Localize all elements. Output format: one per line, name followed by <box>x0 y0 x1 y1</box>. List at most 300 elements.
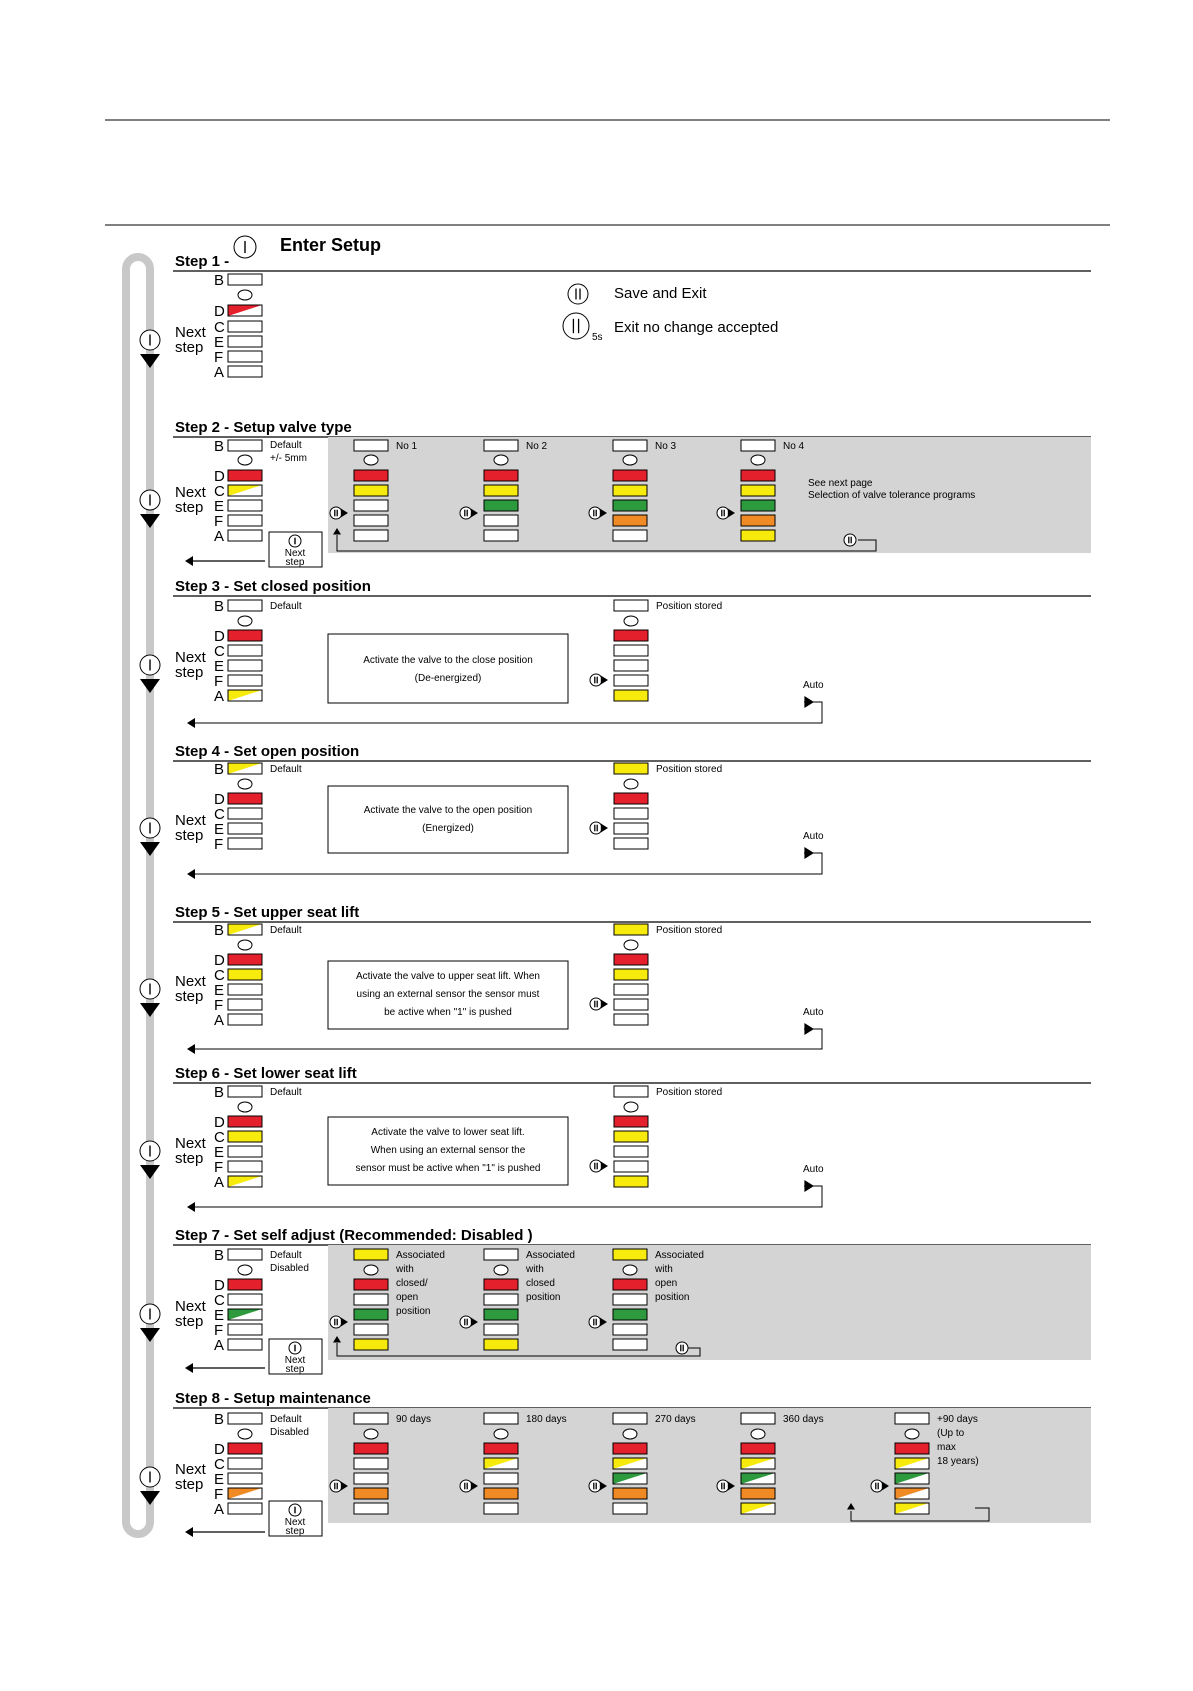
step-7-default-note-0: Default <box>270 1250 302 1261</box>
step-6-default-led-f <box>228 1161 262 1172</box>
step-5-stored-led-a <box>614 1014 648 1025</box>
led-fill <box>613 440 647 451</box>
led-fill <box>354 1488 388 1499</box>
step-1-default-led-f <box>228 351 262 362</box>
led-fill <box>354 1294 388 1305</box>
led-fill <box>614 660 648 671</box>
step-8-option-led-a <box>354 1503 388 1514</box>
step-4-instruction-0: Activate the valve to the open position <box>363 805 533 816</box>
step-3-stored-led-ring <box>624 616 638 626</box>
step-5-default-note-0: Default <box>270 925 302 936</box>
step-7-default-led-c <box>228 1294 262 1305</box>
led-fill <box>741 470 775 481</box>
led-fill <box>614 600 648 611</box>
step-7-default-led-f <box>228 1324 262 1335</box>
step-8-option-led-e <box>484 1473 518 1484</box>
led-fill <box>613 1309 647 1320</box>
step-8-option-label-0: 270 days <box>655 1414 696 1425</box>
step-8-default-note-1: Disabled <box>270 1427 309 1438</box>
led-fill <box>228 660 262 671</box>
step-8-option-led-b <box>484 1413 518 1424</box>
button-two-press-icon <box>717 1480 729 1492</box>
led-fill <box>614 954 648 965</box>
button-two-press-icon <box>460 507 472 519</box>
step-7-option-label-3: position <box>526 1292 561 1303</box>
step-7-option-label-1: with <box>396 1264 414 1275</box>
led-fill <box>613 530 647 541</box>
step-4-stored-led-d <box>614 793 648 804</box>
step-2-option-led-a <box>741 530 775 541</box>
button-two-press-icon <box>590 1160 602 1172</box>
step-7-default-letter-b: B <box>214 1247 225 1264</box>
step-5-instruction-0: Activate the valve to upper seat lift. When <box>356 971 540 982</box>
step-8-default-led-ring <box>238 1429 252 1439</box>
step-7-option-led-d <box>613 1279 647 1290</box>
next-step-label-1: Next <box>175 1298 206 1315</box>
led-fill <box>613 1294 647 1305</box>
led-fill <box>228 515 262 526</box>
step-7-option-led-d <box>354 1279 388 1290</box>
step-5-instruction-2: be active when "1" is pushed <box>384 1007 512 1018</box>
step-5-default-letter-a: A <box>214 1012 225 1029</box>
step-8-option-led-ring <box>751 1429 765 1439</box>
button-two-press-icon <box>589 1480 601 1492</box>
step-1-default-led-d <box>228 305 262 316</box>
led-fill <box>614 645 648 656</box>
button-two-press-icon <box>717 507 729 519</box>
led-fill <box>614 630 648 641</box>
step-5-default-letter-c: C <box>214 967 225 984</box>
step-8-option-label-3: 18 years) <box>937 1456 979 1467</box>
step-4-default-led-ring <box>238 779 252 789</box>
step-4-default-led-f <box>228 838 262 849</box>
led-fill <box>613 470 647 481</box>
step-8-option-led-d <box>895 1443 929 1454</box>
step-8-option-led-f <box>613 1488 647 1499</box>
led-fill <box>484 470 518 481</box>
step-3-stored-led-c <box>614 645 648 656</box>
step-5-return-line <box>190 1029 822 1049</box>
step-2-option-label: No 2 <box>526 441 548 452</box>
step-7-option-label-0: Associated <box>396 1250 445 1261</box>
step-7-option-led-a <box>613 1339 647 1350</box>
step-5-default-led-d <box>228 954 262 965</box>
led-fill <box>741 1443 775 1454</box>
step-2-default-led-f <box>228 515 262 526</box>
step-3-stored-led-f <box>614 675 648 686</box>
step-7-option-label-3: open <box>396 1292 419 1303</box>
step-2-option-led-b <box>613 440 647 451</box>
step-7-option-panel <box>328 1245 1091 1360</box>
step-6-default-letter-d: D <box>214 1114 225 1131</box>
led-fill <box>228 675 262 686</box>
led-fill <box>614 1131 648 1142</box>
step-5-return-arrowhead <box>187 1044 195 1054</box>
step-4-stored-led-b <box>614 763 648 774</box>
step-8-default-letter-a: A <box>214 1501 225 1518</box>
step-2-default-led-b <box>228 440 262 451</box>
led-fill <box>895 1413 929 1424</box>
next-step-label-2: step <box>175 827 204 844</box>
step-6-default-led-b <box>228 1086 262 1097</box>
save-exit-icon <box>568 284 588 304</box>
led-fill <box>228 1086 262 1097</box>
step-2-option-led-b <box>354 440 388 451</box>
step-6-title: Step 6 - Set lower seat lift <box>175 1065 357 1082</box>
step-6-return-line <box>190 1186 822 1207</box>
step-2-default-letter-e: E <box>214 498 225 515</box>
step-5-default-letter-f: F <box>214 997 224 1014</box>
step-7-option-led-f <box>484 1324 518 1335</box>
step-8-option-led-c <box>895 1458 929 1469</box>
step-7-option-label-2: closed <box>526 1278 555 1289</box>
step-8-option-label-0: +90 days <box>937 1414 978 1425</box>
next-step-label-2: step <box>175 1313 204 1330</box>
step-5-default-led-c <box>228 969 262 980</box>
step-5-stored-label: Position stored <box>656 925 723 936</box>
step-1-default-letter-e: E <box>214 334 225 351</box>
press-arrowhead <box>601 1000 608 1009</box>
led-fill <box>614 838 648 849</box>
step-8-default-led-c <box>228 1458 262 1469</box>
step-8-option-led-f <box>895 1488 929 1499</box>
step-2-note-1: See next page <box>808 478 873 489</box>
step-6-default-note-0: Default <box>270 1087 302 1098</box>
led-fill <box>354 1279 388 1290</box>
led-fill <box>741 1488 775 1499</box>
step-2-option-led-b <box>484 440 518 451</box>
led-fill <box>228 1161 262 1172</box>
step-7-option-led-e <box>484 1309 518 1320</box>
step-6-return-arrowhead <box>187 1202 195 1212</box>
led-fill <box>614 675 648 686</box>
led-fill <box>228 823 262 834</box>
step-8-option-label-1: (Up to <box>937 1428 965 1439</box>
step-4-instruction-box <box>328 786 568 853</box>
step-6-auto-label: Auto <box>803 1164 824 1175</box>
step-8-option-label-0: 360 days <box>783 1414 824 1425</box>
button-two-press-icon <box>330 507 342 519</box>
step-1-default-letter-a: A <box>214 364 225 381</box>
step-8-default-led-e <box>228 1473 262 1484</box>
step-7-default-led-a <box>228 1339 262 1350</box>
step-4-default-led-c <box>228 808 262 819</box>
step-7-default-led-d <box>228 1279 262 1290</box>
led-fill <box>613 1279 647 1290</box>
step-2-option-led-c <box>484 485 518 496</box>
step-2-option-led-a <box>613 530 647 541</box>
step-8-option-led-f <box>741 1488 775 1499</box>
step-8-default-letter-c: C <box>214 1456 225 1473</box>
step-6-stored-led-c <box>614 1131 648 1142</box>
step-2-option-led-c <box>354 485 388 496</box>
button-two-press-icon <box>590 674 602 686</box>
exit-no-change-icon <box>563 313 589 339</box>
next-step-label-2: step <box>175 339 204 356</box>
step-2-option-label: No 1 <box>396 441 418 452</box>
led-fill <box>228 1413 262 1424</box>
next-step-label-2: step <box>175 499 204 516</box>
step-1-default-letter-c: C <box>214 319 225 336</box>
step-1-default-led-a <box>228 366 262 377</box>
step-4-default-letter-d: D <box>214 791 225 808</box>
step-2-option-led-e <box>484 500 518 511</box>
led-fill <box>228 500 262 511</box>
step-8-option-led-c <box>613 1458 647 1469</box>
step-8-option-led-f <box>354 1488 388 1499</box>
step-5-default-led-a <box>228 1014 262 1025</box>
step-4-return-line <box>190 853 822 874</box>
step-7-title: Step 7 - Set self adjust (Recommended: Disabled ) <box>175 1227 533 1244</box>
led-fill <box>614 984 648 995</box>
step-7-option-led-b <box>613 1249 647 1260</box>
step-3-default-note-0: Default <box>270 601 302 612</box>
step-6-stored-led-d <box>614 1116 648 1127</box>
step-7-option-led-ring <box>494 1265 508 1275</box>
led-fill <box>613 1324 647 1335</box>
step-2-title: Step 2 - Setup valve type <box>175 419 352 436</box>
step-2-option-led-e <box>741 500 775 511</box>
step-8-option-led-c <box>484 1458 518 1469</box>
step-5-stored-led-ring <box>624 940 638 950</box>
step-2-option-panel <box>328 437 1091 553</box>
led-fill <box>613 1339 647 1350</box>
step-4-default-letter-f: F <box>214 836 224 853</box>
led-fill <box>484 530 518 541</box>
led-fill <box>741 530 775 541</box>
step-7-default-led-e <box>228 1309 262 1320</box>
step-8-option-led-ring <box>364 1429 378 1439</box>
step-3-stored-label: Position stored <box>656 601 723 612</box>
step-2-option-led-c <box>741 485 775 496</box>
led-fill <box>354 440 388 451</box>
step-3-auto-label: Auto <box>803 680 824 691</box>
led-fill <box>613 1413 647 1424</box>
step-8-option-led-a <box>613 1503 647 1514</box>
next-step-label-2: step <box>175 664 204 681</box>
step-8-option-led-ring <box>494 1429 508 1439</box>
led-fill <box>228 999 262 1010</box>
step-8-option-led-f <box>484 1488 518 1499</box>
step-7-option-led-c <box>354 1294 388 1305</box>
led-fill <box>614 999 648 1010</box>
led-fill <box>228 321 262 332</box>
step-3-return-arrowhead <box>187 718 195 728</box>
button-two-press-icon <box>590 998 602 1010</box>
led-fill <box>228 808 262 819</box>
step-1-default-letter-d: D <box>214 303 225 320</box>
loop-track <box>126 257 150 1534</box>
step-8-option-led-c <box>354 1458 388 1469</box>
led-fill <box>484 1488 518 1499</box>
step-2-default-led-a <box>228 530 262 541</box>
led-fill <box>741 500 775 511</box>
step-7-option-led-ring <box>623 1265 637 1275</box>
led-fill <box>228 470 262 481</box>
step-2-default-letter-b: B <box>214 438 225 455</box>
step-1-default-letter-b: B <box>214 272 225 289</box>
step-7-option-led-c <box>613 1294 647 1305</box>
step-2-default-note-0: Default <box>270 440 302 451</box>
step-5-stored-led-c <box>614 969 648 980</box>
step-5-auto-label: Auto <box>803 1007 824 1018</box>
led-fill <box>614 1146 648 1157</box>
step-2-option-led-d <box>354 470 388 481</box>
led-fill <box>228 1116 262 1127</box>
five-seconds-label: 5s <box>592 332 603 343</box>
step-8-option-led-b <box>895 1413 929 1424</box>
step-3-default-letter-b: B <box>214 598 225 615</box>
step-5-default-letter-d: D <box>214 952 225 969</box>
led-fill <box>484 500 518 511</box>
step-7-default-letter-e: E <box>214 1307 225 1324</box>
step-7-option-led-b <box>484 1249 518 1260</box>
step-6-default-led-ring <box>238 1102 252 1112</box>
led-fill <box>613 1488 647 1499</box>
step-6-default-letter-b: B <box>214 1084 225 1101</box>
led-fill <box>484 1324 518 1335</box>
led-fill <box>228 274 262 285</box>
step-8-option-label-0: 90 days <box>396 1414 432 1425</box>
step-8-option-led-d <box>354 1443 388 1454</box>
step-4-default-letter-b: B <box>214 761 225 778</box>
step-3-default-led-d <box>228 630 262 641</box>
led-fill <box>741 1413 775 1424</box>
step-8-default-letter-b: B <box>214 1411 225 1428</box>
exit-no-change-label: Exit no change accepted <box>614 319 779 336</box>
step-2-option-ring <box>494 455 508 465</box>
step-2-option-led-b <box>741 440 775 451</box>
step-8-default-note-0: Default <box>270 1414 302 1425</box>
led-fill <box>228 1249 262 1260</box>
step-2-option-led-e <box>354 500 388 511</box>
step-2-option-label: No 3 <box>655 441 677 452</box>
led-fill <box>614 808 648 819</box>
step-7-option-led-e <box>354 1309 388 1320</box>
button-two-press-icon <box>589 507 601 519</box>
led-fill <box>484 1309 518 1320</box>
step-5-default-letter-b: B <box>214 922 225 939</box>
led-fill <box>614 1014 648 1025</box>
step-3-default-letter-c: C <box>214 643 225 660</box>
step-2-option-led-f <box>354 515 388 526</box>
step-5-stored-led-e <box>614 984 648 995</box>
step-2-option-ring <box>623 455 637 465</box>
step-3-default-led-f <box>228 675 262 686</box>
led-fill <box>484 1249 518 1260</box>
button-two-press-icon <box>589 1316 601 1328</box>
step-8-default-led-b <box>228 1413 262 1424</box>
step-8-title: Step 8 - Setup maintenance <box>175 1390 371 1407</box>
step-4-default-led-d <box>228 793 262 804</box>
next-step-label-1: Next <box>175 484 206 501</box>
led-fill <box>354 1413 388 1424</box>
next-step-label-2: step <box>175 1476 204 1493</box>
step-8-option-label-2: max <box>937 1442 956 1453</box>
step-5-default-led-e <box>228 984 262 995</box>
step-6-default-led-c <box>228 1131 262 1142</box>
step-3-default-letter-a: A <box>214 688 225 705</box>
step-7-option-label-3: position <box>655 1292 690 1303</box>
next-step-label-1: Next <box>175 812 206 829</box>
step-2-default-note-1: +/- 5mm <box>270 453 307 464</box>
led-fill <box>354 1324 388 1335</box>
step-2-option-led-a <box>354 530 388 541</box>
led-fill <box>484 515 518 526</box>
next-step-label-1: Next <box>175 324 206 341</box>
led-fill <box>228 336 262 347</box>
save-exit-label: Save and Exit <box>614 285 707 302</box>
step-3-default-letter-d: D <box>214 628 225 645</box>
step-3-stored-led-e <box>614 660 648 671</box>
led-fill <box>228 1473 262 1484</box>
return-arrowhead <box>185 1527 193 1537</box>
step-2-option-ring <box>751 455 765 465</box>
led-fill <box>228 984 262 995</box>
led-fill <box>895 1443 929 1454</box>
step-2-option-led-c <box>613 485 647 496</box>
step-3-stored-led-d <box>614 630 648 641</box>
next-step-box-label-1: Next <box>284 1517 306 1528</box>
step-8-option-led-c <box>741 1458 775 1469</box>
step-8-option-led-e <box>613 1473 647 1484</box>
return-arrowhead <box>185 556 193 566</box>
led-fill <box>228 440 262 451</box>
button-two-press-icon <box>460 1480 472 1492</box>
press-arrowhead <box>601 824 608 833</box>
led-fill <box>228 1503 262 1514</box>
step-2-default-letter-f: F <box>214 513 224 530</box>
step-1-default-letter-f: F <box>214 349 224 366</box>
led-fill <box>484 1503 518 1514</box>
step-4-default-letter-e: E <box>214 821 225 838</box>
led-fill <box>613 500 647 511</box>
led-fill <box>354 515 388 526</box>
step-8-default-led-a <box>228 1503 262 1514</box>
step-5-stored-led-d <box>614 954 648 965</box>
step-1-default-led-b <box>228 274 262 285</box>
step-4-stored-led-ring <box>624 779 638 789</box>
step-3-default-letter-e: E <box>214 658 225 675</box>
led-fill <box>484 440 518 451</box>
step-8-option-label-0: 180 days <box>526 1414 567 1425</box>
step-7-option-led-f <box>354 1324 388 1335</box>
step-2-default-letter-d: D <box>214 468 225 485</box>
next-step-box-label-1: Next <box>284 1355 306 1366</box>
step-8-option-led-a <box>895 1503 929 1514</box>
step-4-instruction-1: (Energized) <box>422 823 474 834</box>
step-7-option-label-0: Associated <box>655 1250 704 1261</box>
step-5-stored-led-b <box>614 924 648 935</box>
step-1-default-led-c <box>228 321 262 332</box>
button-two-press-icon <box>330 1316 342 1328</box>
step-7-option-label-4: position <box>396 1306 431 1317</box>
step-8-option-led-ring <box>623 1429 637 1439</box>
step-8-option-led-a <box>484 1503 518 1514</box>
step-4-default-led-b <box>228 763 262 774</box>
step-2-option-led-d <box>484 470 518 481</box>
step-8-option-led-e <box>741 1473 775 1484</box>
step-6-stored-led-a <box>614 1176 648 1187</box>
next-step-box-label-2: step <box>285 1364 305 1375</box>
led-fill <box>614 1086 648 1097</box>
step-2-option-led-d <box>613 470 647 481</box>
step-2-default-letter-a: A <box>214 528 225 545</box>
led-fill <box>228 1294 262 1305</box>
step-2-loop-button <box>844 534 856 546</box>
step-8-option-led-b <box>613 1413 647 1424</box>
led-fill <box>613 1249 647 1260</box>
